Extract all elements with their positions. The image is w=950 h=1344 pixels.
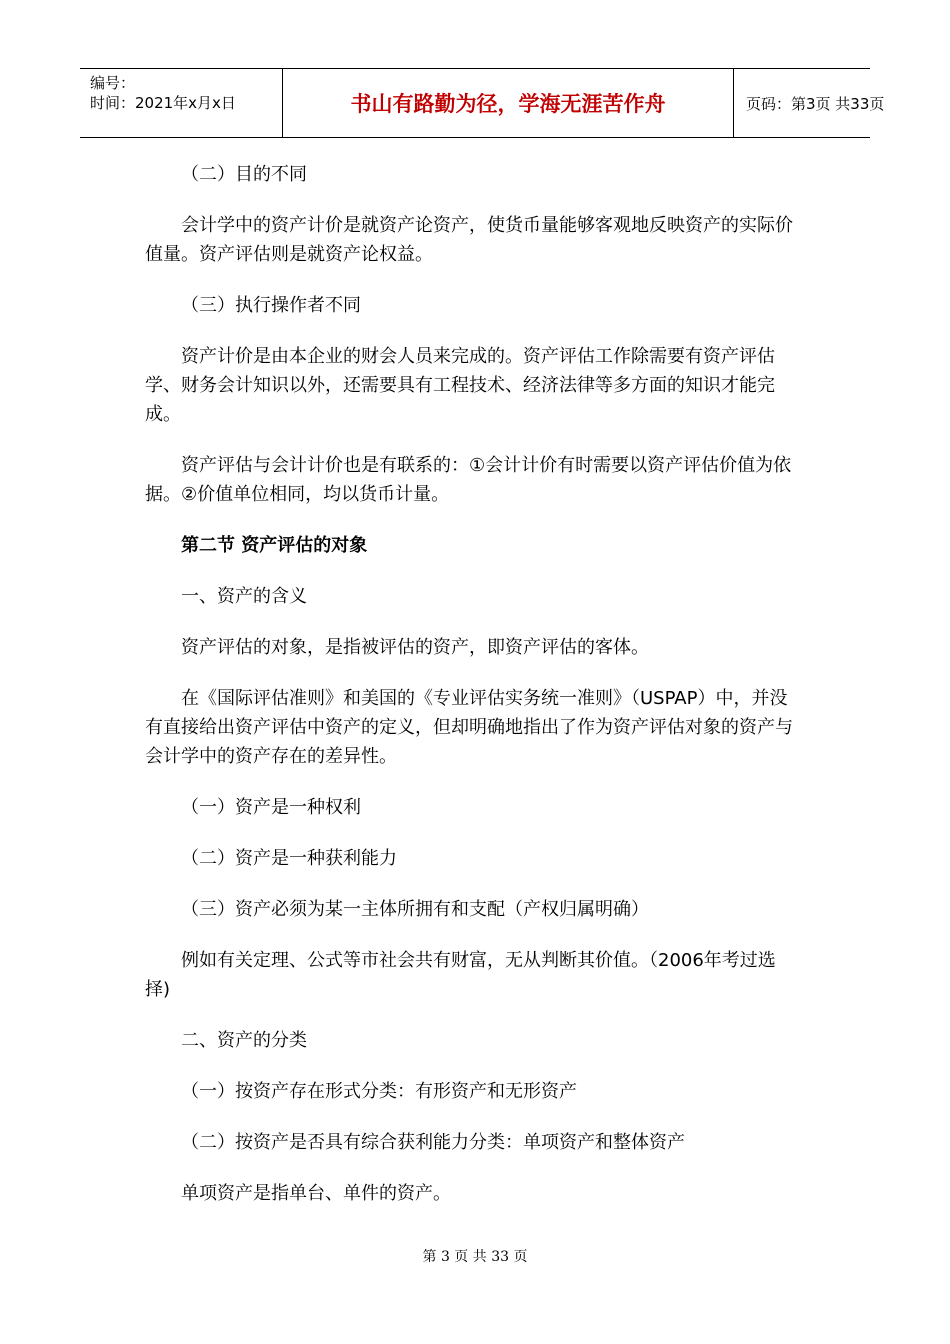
document-body (145, 160, 800, 1230)
paragraph: 在《国际评估准则》和美国的《专业评估实务统一准则》（USPAP）中，并没有直接给出资产评估中资产的定义，但却明确地指出了作为资产评估对象的资产与会计学中的资产存在的差异性。 (145, 688, 793, 767)
list-item: （三）资产必须为某一主体所拥有和支配（产权归属明确） (181, 899, 649, 920)
list-item: （一）按资产存在形式分类：有形资产和无形资产 (181, 1081, 577, 1102)
list-item: （一）资产是一种权利 (181, 797, 361, 818)
doc-number-label: 编号： (90, 74, 136, 92)
list-item: （二）资产是一种获利能力 (181, 848, 397, 869)
section-heading: 第二节 资产评估的对象 (181, 535, 368, 556)
heading-asset-classification: 二、资产的分类 (181, 1030, 307, 1051)
paragraph: 资产计价是由本企业的财会人员来完成的。资产评估工作除需要有资产评估学、财务会计知识以外，还需要具有工程技术、经济法律等多方面的知识才能完成。 (145, 346, 775, 425)
paragraph: 单项资产是指单台、单件的资产。 (181, 1183, 451, 1204)
page-header (80, 68, 885, 138)
header-motto: 书山有路勤为径，学海无涯苦作舟 (282, 69, 734, 137)
list-item: （二）按资产是否具有综合获利能力分类：单项资产和整体资产 (181, 1132, 685, 1153)
subheading-operator: （三）执行操作者不同 (181, 295, 361, 316)
page-footer: 第 3 页 共 33 页 (422, 1249, 528, 1265)
header-page-info: 页码：第3页 共33页 (746, 94, 885, 113)
paragraph: 资产评估的对象，是指被评估的资产，即资产评估的客体。 (181, 637, 649, 658)
heading-asset-meaning: 一、资产的含义 (181, 586, 307, 607)
paragraph: 会计学中的资产计价是就资产论资产，使货币量能够客观地反映资产的实际价值量。资产评估则是就资产论权益。 (145, 215, 793, 265)
doc-time-label: 时间：2021年x月x日 (90, 94, 236, 112)
paragraph: 资产评估与会计计价也是有联系的：①会计计价有时需要以资产评估价值为依据。②价值单位相同，均以货币计量。 (145, 455, 792, 505)
header-meta (80, 69, 282, 137)
paragraph: 例如有关定理、公式等市社会共有财富，无从判断其价值。（2006年考过选择) (145, 950, 776, 1000)
subheading-purpose: （二）目的不同 (181, 164, 307, 185)
